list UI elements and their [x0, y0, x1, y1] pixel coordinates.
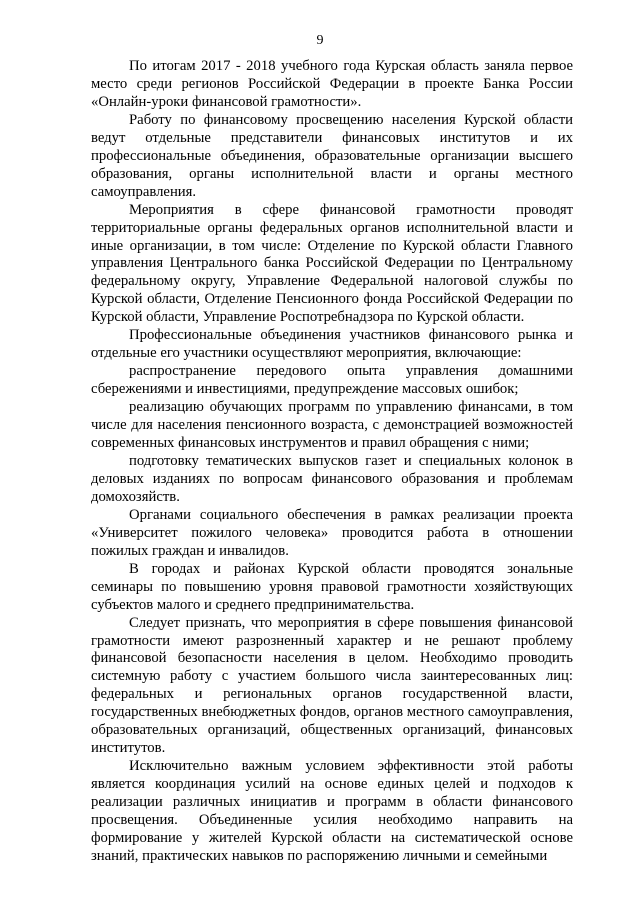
paragraph-seminars: В городах и районах Курской области проводятся зональные семинары по повышению уровня правовой грамотности хозяйствующих субъектов малого и среднего предпринимательства.	[91, 560, 573, 613]
list-item-experience: распространение передового опыта управления домашними сбережениями и инвестициями, предупреждение массовых ошибок;	[91, 363, 573, 398]
paragraph-market-associations: Профессиональные объединения участников финансового рынка и отдельные его участники осуществляют мероприятия, включающие:	[91, 327, 573, 362]
paragraph-social-security: Органами социального обеспечения в рамках реализации проекта «Университет пожилого человека» проводится работа в отношении пожилых граждан и инвалидов.	[91, 506, 573, 559]
page-number: 9	[316, 33, 324, 48]
document-body	[91, 58, 573, 866]
list-item-publications: подготовку тематических выпусков газет и специальных колонок в деловых изданиях по вопросам финансового образования и проблемам домохозяйств.	[91, 452, 573, 505]
paragraph-fragmented-measures: Следует признать, что мероприятия в сфере повышения финансовой грамотности имеют разрозненный характер и не решают проблему финансовой безопасности населения в целом. Необходимо проводить системную работу с участием большого числа заинтересованных лиц: федеральных и региональных органов государственной власти, государственных внебюджетных фондов, органов местного самоуправления, образовательных организаций, общественных организаций, финансовых институтов.	[91, 614, 573, 757]
paragraph-territorial-bodies: Мероприятия в сфере финансовой грамотности проводят территориальные органы федеральных органов исполнительной власти и иные организации, в том числе: Отделение по Курской области Главного управления Центрального банка Российской Федерации по Центральному федеральному округу, Управление Федеральной налоговой службы по Курской области, Отделение Пенсионного фонда Российской Федерации по Курской области, Управление Роспотребнадзора по Курской области.	[91, 201, 573, 326]
paragraph-participants: Работу по финансовому просвещению населения Курской области ведут отдельные представители финансовых институтов и их профессиональные объединения, образовательные организации высшего образования, органы исполнительной власти и органы местного самоуправления.	[91, 111, 573, 200]
paragraph-ranking: По итогам 2017 - 2018 учебного года Курская область заняла первое место среди регионов Российской Федерации в проекте Банка России «Онлайн-уроки финансовой грамотности».	[91, 58, 573, 110]
paragraph-coordination: Исключительно важным условием эффективности этой работы является координация усилий на основе единых целей и подходов к реализации различных инициатив и программ в области финансового просвещения. Объединенные усилия необходимо направить на формирование у жителей Курской области на систематической основе знаний, практических навыков по распоряжению личными и семейными	[91, 758, 573, 864]
list-item-training-programs: реализацию обучающих программ по управлению финансами, в том числе для населения пенсионного возраста, с демонстрацией возможностей современных финансовых инструментов и правил обращения с ними;	[91, 399, 573, 452]
